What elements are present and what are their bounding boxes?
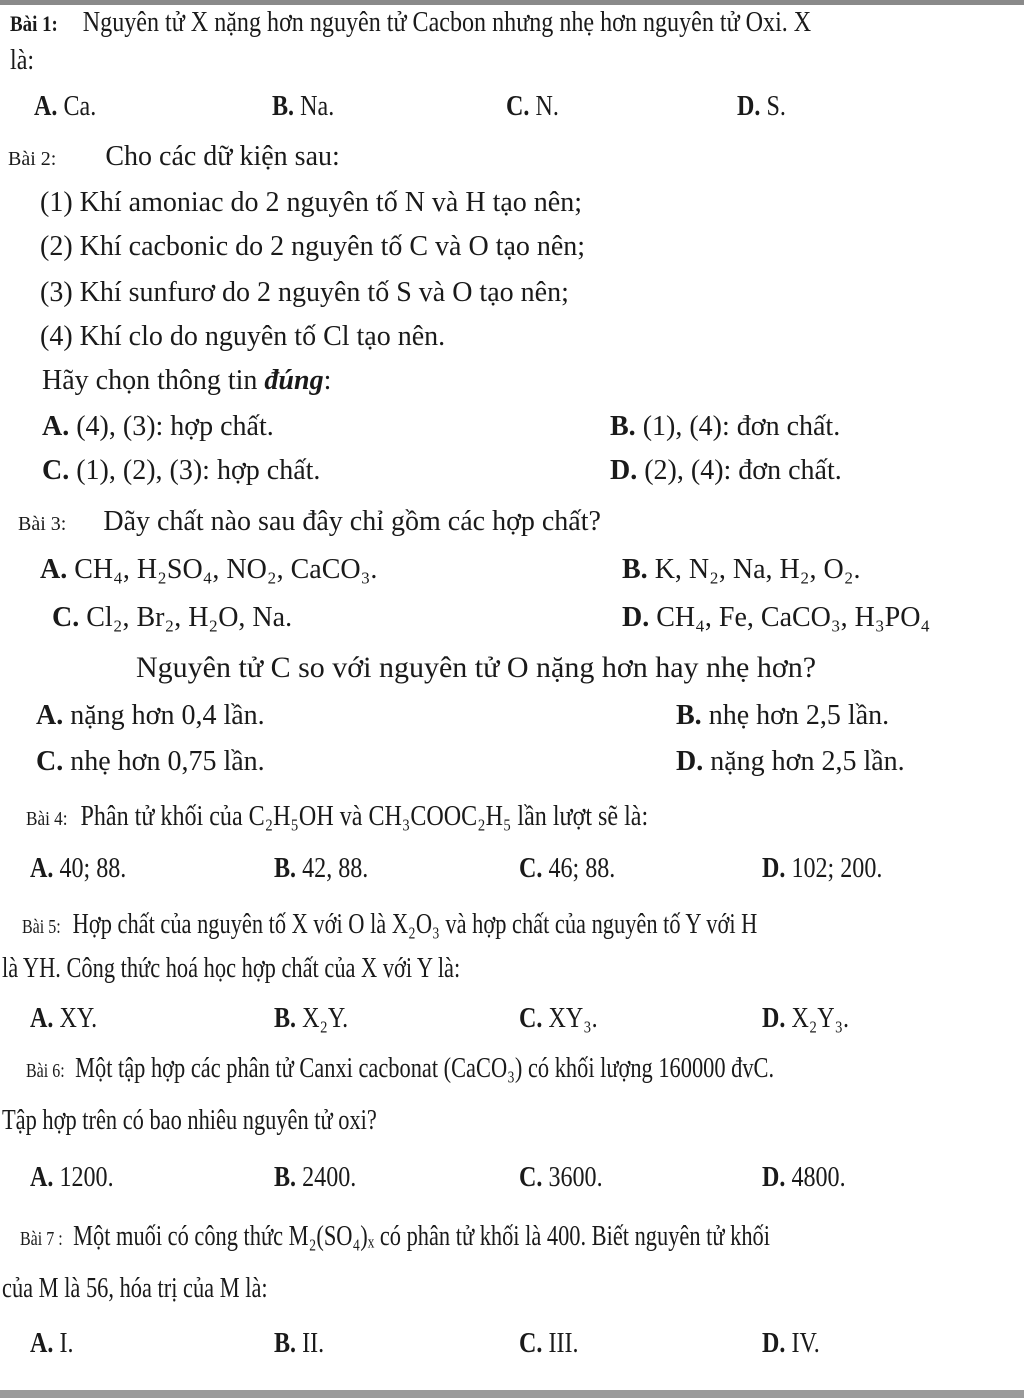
- q2-option-c: C. (1), (2), (3): hợp chất.: [42, 455, 321, 486]
- q2-item-3: (3) Khí sunfurơ do 2 nguyên tố S và O tạo nên;: [40, 277, 569, 308]
- q7-label: Bài 7 :: [20, 1228, 63, 1250]
- q5-option-a: A. XY.: [30, 1003, 98, 1034]
- q4-stem: Phân tử khối của C₂H₅OH và CH₃COOC₂H₅ lần lượt sẽ là:: [80, 801, 649, 832]
- q4-option-b: B. 42, 88.: [274, 853, 369, 884]
- q3b-option-d: D. nặng hơn 2,5 lần.: [676, 746, 905, 777]
- q2-stem: Cho các dữ kiện sau:: [105, 141, 340, 172]
- q3-stem: Dãy chất nào sau đây chỉ gồm các hợp chất?: [103, 506, 601, 537]
- q3b-stem: Nguyên tử C so với nguyên tử O nặng hơn hay nhẹ hơn?: [136, 651, 817, 684]
- q4-label: Bài 4:: [26, 808, 68, 830]
- q3b-option-a: A. nặng hơn 0,4 lần.: [36, 700, 265, 731]
- q7-stem1: Một muối có công thức M₂(SO₄)ₓ có phân tử khối là 400. Biết nguyên tử khối: [73, 1221, 770, 1252]
- q5-option-d: D. X₂Y₃.: [762, 1003, 850, 1034]
- q1-option-c: C. N.: [506, 91, 559, 122]
- q2-item-2: (2) Khí cacbonic do 2 nguyên tố C và O tạo nên;: [40, 231, 586, 262]
- q3-stem-line: [18, 505, 601, 541]
- q7-option-a: A. I.: [30, 1328, 74, 1359]
- q2-option-d: D. (2), (4): đơn chất.: [610, 455, 842, 486]
- q2-item-4: (4) Khí clo do nguyên tố Cl tạo nên.: [40, 321, 446, 352]
- q3-option-c: C. Cl₂, Br₂, H₂O, Na.: [52, 602, 293, 633]
- q6-option-c: C. 3600.: [519, 1162, 603, 1193]
- q3b-option-c: C. nhẹ hơn 0,75 lần.: [36, 746, 265, 777]
- q1-stem-line1: [10, 6, 811, 41]
- q1-option-b: B. Na.: [272, 91, 335, 122]
- q1-option-d: D. S.: [737, 91, 786, 122]
- q7-stem-line2: của M là 56, hóa trị của M là:: [2, 1273, 268, 1304]
- q2-stem-line: [8, 140, 340, 176]
- q2-option-a: A. (4), (3): hợp chất.: [42, 411, 274, 442]
- q3b-option-b: B. nhẹ hơn 2,5 lần.: [676, 700, 890, 731]
- q2-label: Bài 2:: [8, 148, 57, 170]
- q6-option-a: A. 1200.: [30, 1162, 114, 1193]
- q3-option-b: B. K, N₂, Na, H₂, O₂.: [622, 554, 861, 585]
- q3-option-d: D. CH₄, Fe, CaCO₃, H₃PO₄: [622, 602, 931, 633]
- q1-stem1: Nguyên tử X nặng hơn nguyên tử Cacbon nhưng nhẹ hơn nguyên tử Oxi. X: [82, 7, 812, 38]
- bottom-edge: [0, 1390, 1024, 1398]
- q7-option-d: D. IV.: [762, 1328, 820, 1359]
- q6-stem-line1: [26, 1052, 774, 1088]
- q7-stem-line1: [20, 1220, 770, 1256]
- q5-label: Bài 5:: [22, 916, 61, 938]
- q1-option-a: A. Ca.: [34, 91, 97, 122]
- q5-stem-line2: là YH. Công thức hoá học hợp chất của X với Y là:: [2, 953, 461, 984]
- q6-label: Bài 6:: [26, 1060, 65, 1082]
- q1-stem-line2: là:: [10, 45, 35, 76]
- q7-option-b: B. II.: [274, 1328, 325, 1359]
- q4-option-d: D. 102; 200.: [762, 853, 883, 884]
- q1-label: Bài 1:: [10, 11, 58, 36]
- q5-option-c: C. XY₃.: [519, 1003, 598, 1034]
- q6-stem1: Một tập hợp các phân tử Canxi cacbonat (CaCO₃) có khối lượng 160000 đvC.: [75, 1053, 775, 1084]
- q7-option-c: C. III.: [519, 1328, 579, 1359]
- q2-prompt: Hãy chọn thông tin đúng:: [42, 365, 332, 396]
- q6-option-b: B. 2400.: [274, 1162, 357, 1193]
- q2-item-1: (1) Khí amoniac do 2 nguyên tố N và H tạo nên;: [40, 187, 582, 218]
- q2-option-b: B. (1), (4): đơn chất.: [610, 411, 841, 442]
- q4-option-a: A. 40; 88.: [30, 853, 127, 884]
- q6-stem-line2: Tập hợp trên có bao nhiêu nguyên tử oxi?: [2, 1105, 377, 1136]
- q4-stem-line: [26, 800, 648, 836]
- q3-option-a: A. CH₄, H₂SO₄, NO₂, CaCO₃.: [40, 554, 378, 585]
- q3-label: Bài 3:: [18, 513, 67, 535]
- q5-stem1: Hợp chất của nguyên tố X với O là X₂O₃ và hợp chất của nguyên tố Y với H: [72, 909, 758, 940]
- q5-stem-line1: [22, 908, 757, 944]
- q5-option-b: B. X₂Y.: [274, 1003, 349, 1034]
- q6-option-d: D. 4800.: [762, 1162, 846, 1193]
- top-edge: [0, 0, 1024, 5]
- q4-option-c: C. 46; 88.: [519, 853, 616, 884]
